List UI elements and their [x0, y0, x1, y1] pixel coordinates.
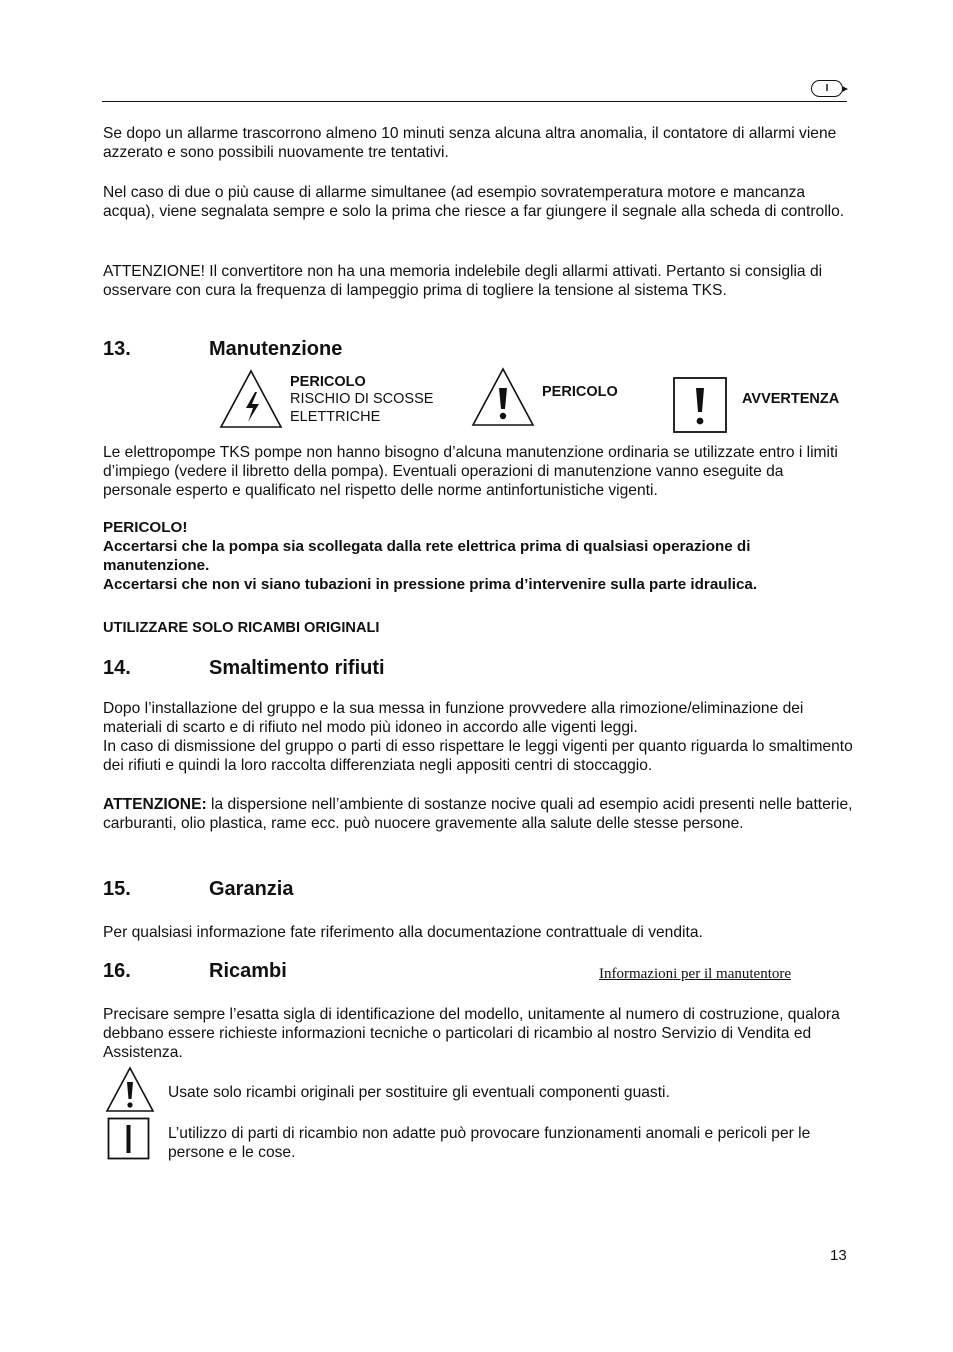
section-13-number: 13. [103, 338, 131, 360]
section-14-title: Smaltimento rifiuti [209, 657, 385, 679]
section-14-paragraph-2: In caso di dismissione del gruppo o parti di esso rispettare le leggi vigenti per quanto riguarda lo smaltimento dei rifiuti e quindi la loro raccolta differenziata negli appositi centri di stoccaggio. [103, 738, 853, 774]
intro-paragraph-3: ATTENZIONE! Il convertitore non ha una memoria indelebile degli allarmi attivati. Pertanto si consiglia di osservare con cura la frequenza di lampeggio prima di togliere la tensione al sistema TKS. [103, 263, 823, 299]
header-rule [102, 101, 847, 102]
section-16-number: 16. [103, 960, 131, 982]
intro-paragraph-2: Nel caso di due o più cause di allarme simultanee (ad esempio sovratemperatura motore e mancanza acqua), viene segnalata sempre e solo la prima che riesce a far giungere il segnale alla scheda di controllo. [103, 184, 845, 220]
warning-notice-icon [672, 376, 728, 434]
spares-note: UTILIZZARE SOLO RICAMBI ORIGINALI [103, 620, 380, 636]
danger-line-2: Accertarsi che non vi siano tubazioni in pressione prima d’intervenire sulla parte idraulica. [103, 576, 758, 593]
spare-parts-note-1: Usate solo ricambi originali per sostituire gli eventuali componenti guasti. [168, 1084, 670, 1101]
attention-label: ATTENZIONE: [103, 796, 207, 813]
intro-paragraph-1: Se dopo un allarme trascorrono almeno 10 minuti senza alcuna altra anomalia, il contatore di allarmi viene azzerato e sono possibili nuovamente tre tentativi. [103, 125, 837, 161]
caution-triangle-icon [105, 1066, 155, 1114]
section-13-danger-block [103, 518, 853, 594]
language-badge: I [811, 80, 843, 97]
section-15-title: Garanzia [209, 878, 294, 900]
electric-hazard-icon [218, 368, 284, 430]
electric-hazard-title: PERICOLO [290, 374, 366, 390]
section-14-paragraph-1: Dopo l’installazione del gruppo e la sua messa in funzione provvedere alla rimozione/eliminazione dei materiali di scarto e di rifiuto nel modo più idoneo in accordo alle vigenti leggi. [103, 700, 804, 736]
section-15-body: Per qualsiasi informazione fate riferimento alla documentazione contrattuale di vendita. [103, 924, 703, 941]
section-16-title: Ricambi [209, 960, 287, 982]
attention-text: la dispersione nell’ambiente di sostanze nocive quali ad esempio acidi presenti nelle batterie, carburanti, olio plastica, rame ecc. può nuocere gravemente alla salute delle stesse persone. [103, 796, 853, 832]
section-15-number: 15. [103, 878, 131, 900]
danger-label: PERICOLO [542, 384, 618, 400]
spare-parts-note-2: L’utilizzo di parti di ricambio non adatte può provocare funzionamenti anomali e pericoli per le persone e le cose. [168, 1125, 811, 1161]
section-14-attention [103, 795, 853, 833]
section-16-body: Precisare sempre l’esatta sigla di identificazione del modello, unitamente al numero di costruzione, qualora debbano essere richieste informazioni tecniche o particolari di ricambio al nostro Servizio di Vendita ed Assistenza. [103, 1006, 840, 1061]
warning-label: AVVERTENZA [742, 391, 840, 407]
section-14-number: 14. [103, 657, 131, 679]
section-13-title: Manutenzione [209, 338, 343, 360]
section-14-body [103, 699, 853, 775]
section-13-body: Le elettropompe TKS pompe non hanno bisogno d’alcuna manutenzione ordinaria se utilizzate entro i limiti d’impiego (vedere il libretto della pompa). Eventuali operazioni di manutenzione vanno eseguite da personale esperto e qualificato nel rispetto delle norme antinfortunistiche vigenti. [103, 444, 838, 499]
notice-box-icon [107, 1117, 151, 1161]
danger-line-1: Accertarsi che la pompa sia scollegata dalla rete elettrica prima di qualsiasi operazione di manutenzione. [103, 538, 751, 574]
electric-hazard-line1: RISCHIO DI SCOSSE [290, 391, 434, 407]
maintainer-info-note: Informazioni per il manutentore [599, 966, 792, 982]
page-number: 13 [830, 1247, 847, 1264]
danger-heading: PERICOLO! [103, 519, 188, 536]
danger-warning-icon [470, 366, 536, 428]
electric-hazard-line2: ELETTRICHE [290, 409, 381, 425]
